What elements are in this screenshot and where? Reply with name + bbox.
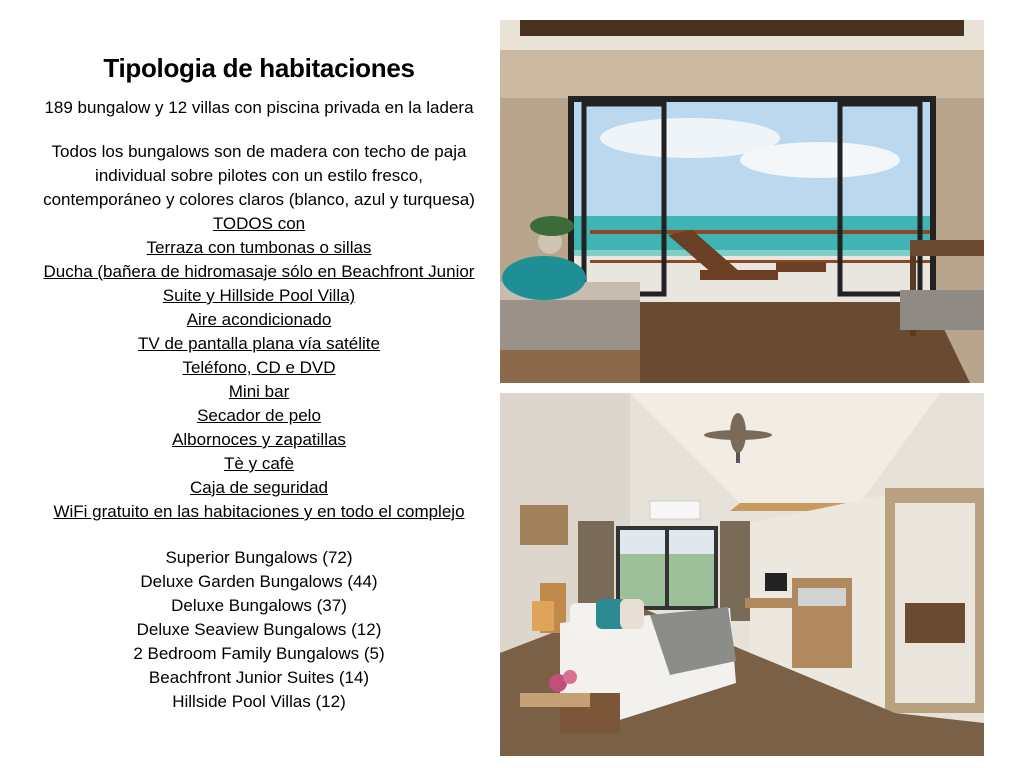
feature-item: Tè y cafè [224,454,294,473]
bedroom-photo [500,393,984,756]
feature-item: Teléfono, CD e DVD [182,358,336,377]
feature-item: TODOS con [212,214,306,233]
feature-item: Mini bar [228,382,290,401]
room-item: 2 Bedroom Family Bungalows (5) [133,644,385,663]
description-line-1: Todos los bungalows son de madera con techo de paja [51,142,467,161]
feature-item: Albornoces y zapatillas [172,430,346,449]
page-title: Tipologia de habitaciones [103,53,415,83]
feature-item: Secador de pelo [197,406,321,425]
terrace-photo [500,20,984,383]
feature-item: Ducha (bañera de hidromasaje sólo en Beachfront Junior [43,262,475,281]
feature-item: WiFi gratuito en las habitaciones y en todo el complejo [53,502,465,521]
text-column [20,48,498,714]
room-item: Deluxe Seaview Bungalows (12) [136,620,382,639]
room-list [20,546,498,714]
feature-item: TV de pantalla plana vía satélite [138,334,380,353]
room-item: Superior Bungalows (72) [165,548,353,567]
feature-item: Suite y Hillside Pool Villa) [162,286,356,305]
description-line-3: contemporáneo y colores claros (blanco, azul y turquesa) [43,190,475,209]
room-item: Deluxe Bungalows (37) [171,596,347,615]
feature-item: Caja de seguridad [190,478,328,497]
description-line-2: individual sobre pilotes con un estilo fresco, [95,166,423,185]
subtitle: 189 bungalow y 12 villas con piscina privada en la ladera [44,98,474,117]
feature-item: Aire acondicionado [186,310,332,329]
feature-item: Terraza con tumbonas o sillas [146,238,372,257]
room-item: Deluxe Garden Bungalows (44) [140,572,378,591]
room-item: Beachfront Junior Suites (14) [148,668,370,687]
room-item: Hillside Pool Villas (12) [172,692,346,711]
feature-list [20,212,498,524]
